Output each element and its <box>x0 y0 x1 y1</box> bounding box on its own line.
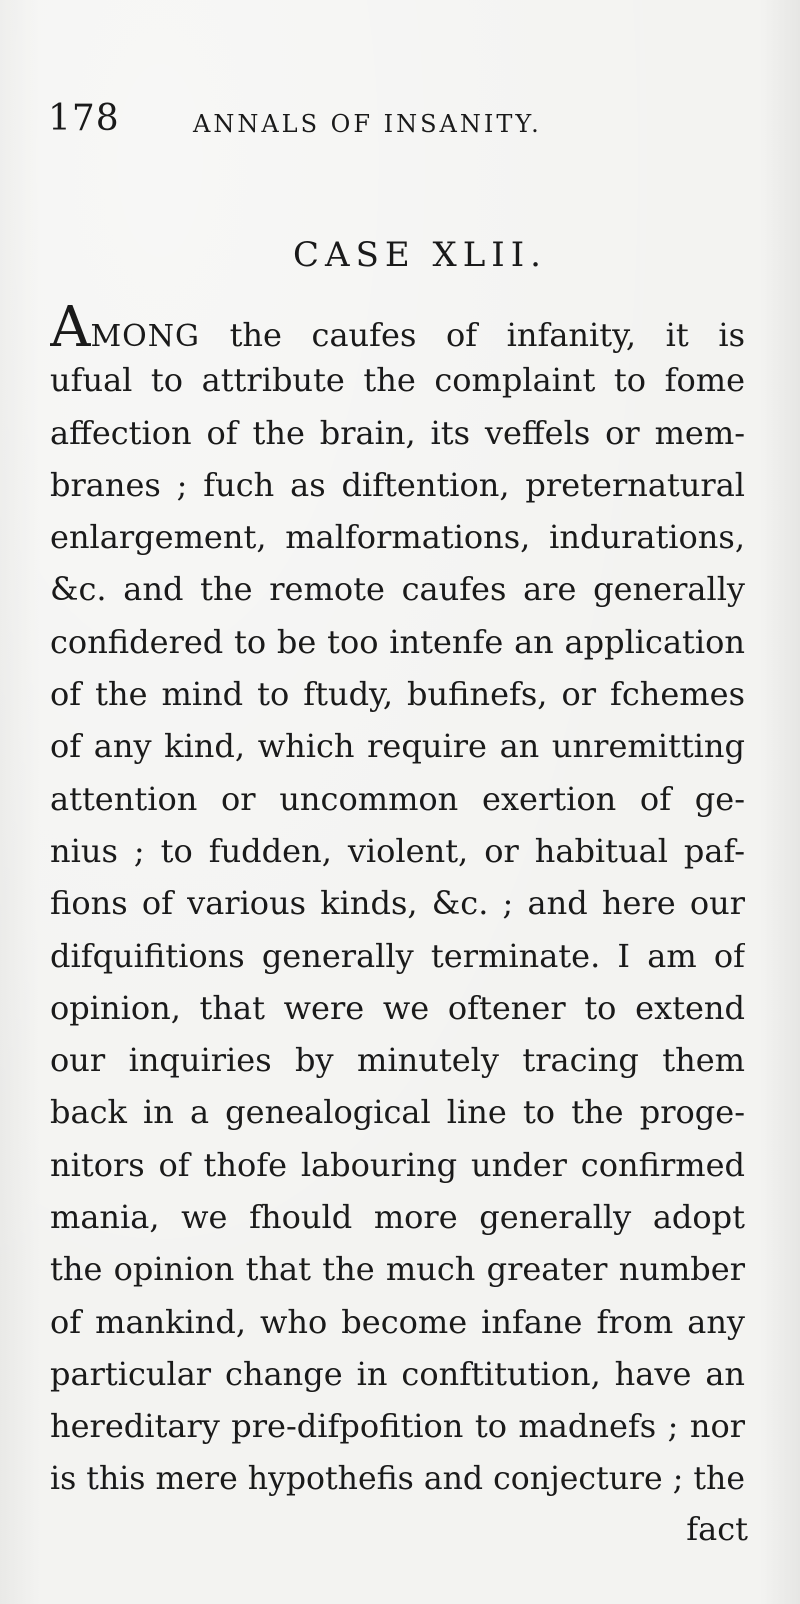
text-line: nius ; to fudden, violent, or habitual paf- <box>50 831 745 870</box>
catchword: fact <box>686 1510 748 1548</box>
text-line: attention or uncommon exertion of ge- <box>50 779 745 818</box>
text-line: nitors of thofe labouring under confirmed <box>50 1145 745 1184</box>
text-line: particular change in conftitution, have an <box>50 1354 745 1393</box>
text-line: back in a genealogical line to the proge- <box>50 1093 745 1132</box>
text-line: ufual to attribute the complaint to fome <box>50 361 745 400</box>
page-header <box>48 98 748 148</box>
text-line: affection of the brain, its veffels or mem- <box>50 413 745 452</box>
running-head: ANNALS OF INSANITY. <box>193 110 542 138</box>
text-line: the opinion that the much greater number <box>50 1250 745 1289</box>
text-line: confidered to be too intenfe an application <box>50 622 745 661</box>
text-line: fions of various kinds, &c. ; and here our <box>50 884 745 923</box>
text-line-opening <box>50 302 745 354</box>
text-line: our inquiries by minutely tracing them <box>50 1041 745 1080</box>
text-line: of the mind to ftudy, bufinefs, or fchemes <box>50 675 745 714</box>
text-line: hereditary pre-difpofition to madnefs ; nor <box>50 1407 745 1446</box>
case-title: CASE XLII. <box>293 235 547 275</box>
text-line: &c. and the remote caufes are generally <box>50 570 745 609</box>
opening-smallcaps: MONG <box>90 319 200 354</box>
opening-rest: the caufes of infanity, it is <box>199 316 745 354</box>
text-line: branes ; fuch as diftention, preternatural <box>50 465 745 504</box>
page-number: 178 <box>48 98 120 139</box>
drop-cap: A <box>50 302 91 355</box>
text-line: of mankind, who become infane from any <box>50 1302 745 1341</box>
text-line: mania, we fhould more generally adopt <box>50 1198 745 1237</box>
text-line: enlargement, malformations, indurations, <box>50 518 745 557</box>
body-text <box>50 302 745 1505</box>
text-line: difquifitions generally terminate. I am of <box>50 936 745 975</box>
text-line: opinion, that were we oftener to extend <box>50 988 745 1027</box>
text-line: of any kind, which require an unremitting <box>50 727 745 766</box>
text-line: is this mere hypothefis and conjecture ; the <box>50 1460 745 1497</box>
